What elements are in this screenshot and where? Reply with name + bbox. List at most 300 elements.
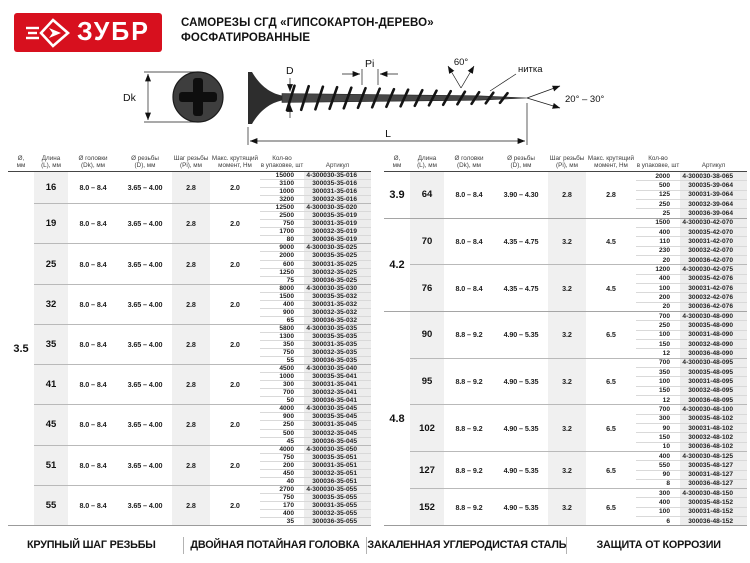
torque-cell: 6.5	[606, 330, 616, 340]
quantity-cell: 300	[282, 381, 294, 389]
quantity-cell: 600	[282, 260, 294, 268]
column-header: Кол-во в упаковке, шт	[636, 155, 680, 169]
article-cell: 300035-42-070	[680, 228, 747, 236]
package-row	[636, 497, 747, 506]
article-cell: 300032-42-076	[680, 293, 747, 301]
article-cell: 300035-48-127	[680, 461, 747, 469]
article-cell: 300036-35-051	[304, 478, 371, 485]
package-row	[636, 246, 747, 255]
size-row	[410, 358, 747, 405]
quantity-cell: 400	[658, 275, 670, 283]
article-cell: 300035-48-090	[680, 321, 747, 329]
diameter-cell: 3.9	[389, 188, 405, 201]
package-row	[636, 236, 747, 245]
package-row	[260, 227, 371, 235]
article-cell: 300031-48-102	[680, 424, 747, 432]
pitch-cell: 2.8	[172, 486, 210, 525]
package-row	[260, 268, 371, 276]
article-cell: 300036-39-064	[680, 209, 747, 217]
quantity-cell: 550	[658, 461, 670, 469]
article-cell: 300032-35-055	[304, 510, 371, 517]
pitch-cell: 3.2	[548, 489, 586, 525]
package-row	[260, 244, 371, 251]
package-row	[636, 414, 747, 423]
package-row	[260, 195, 371, 203]
package-row	[636, 460, 747, 469]
article-cell: 300031-35-045	[304, 421, 371, 428]
quantity-cell: 100	[658, 284, 670, 292]
article-cell: 300031-35-041	[304, 381, 371, 388]
article-cell: 300032-35-051	[304, 470, 371, 477]
quantity-cell: 200	[658, 293, 670, 301]
article-cell: 4-300030-35-040	[304, 365, 371, 372]
size-row	[34, 243, 371, 283]
head-diameter-cell: 8.0 – 8.4	[79, 219, 107, 229]
article-cell: 4-300030-42-075	[680, 265, 747, 273]
package-row	[260, 204, 371, 211]
article-cell: 300036-42-076	[680, 303, 747, 311]
quantity-cell: 8	[666, 480, 670, 488]
package-row	[636, 339, 747, 348]
package-row	[636, 470, 747, 479]
diameter-group	[384, 172, 747, 218]
quantity-cell: 700	[282, 389, 294, 397]
package-row	[636, 432, 747, 441]
quantity-cell: 200	[282, 461, 294, 469]
article-cell: 300035-35-032	[304, 293, 371, 300]
quantity-cell: 2000	[655, 172, 670, 180]
package-row	[260, 469, 371, 477]
package-row	[260, 332, 371, 340]
torque-cell: 2.8	[606, 190, 616, 200]
article-cell: 300032-42-070	[680, 247, 747, 255]
size-row	[34, 485, 371, 525]
head-diameter-cell: 8.8 – 9.2	[455, 465, 483, 475]
head-diameter-cell: 8.0 – 8.4	[79, 299, 107, 309]
thread-diameter-cell: 3.65 – 4.00	[127, 183, 163, 193]
article-cell: 4-300030-38-065	[680, 172, 747, 180]
package-row	[636, 489, 747, 497]
package-row	[260, 251, 371, 259]
quantity-cell: 12500	[275, 204, 294, 212]
feature-strip	[0, 533, 750, 557]
article-cell: 4-300030-35-035	[304, 325, 371, 332]
feature-countersunk-head: ДВОЙНАЯ ПОТАЙНАЯ ГОЛОВКА	[190, 539, 360, 551]
quantity-cell: 2000	[279, 252, 294, 260]
pitch-cell: 3.2	[548, 219, 586, 265]
quantity-cell: 1000	[279, 373, 294, 381]
head-diameter-cell: 8.0 – 8.4	[455, 236, 483, 246]
article-cell: 300035-35-055	[304, 494, 371, 501]
quantity-cell: 25	[662, 209, 670, 217]
column-header: Ø головки (Dk), мм	[78, 155, 108, 169]
product-title-line1: САМОРЕЗЫ СГД «ГИПСОКАРТОН-ДЕРЕВО»	[181, 17, 434, 29]
article-cell: 300031-48-152	[680, 508, 747, 516]
package-row	[260, 477, 371, 485]
package-row	[636, 208, 747, 217]
pitch-cell: 2.8	[172, 285, 210, 324]
thread-diameter-cell: 4.90 – 5.35	[503, 330, 539, 340]
package-row	[260, 211, 371, 219]
length-cell: 55	[34, 486, 68, 525]
quantity-cell: 3100	[279, 180, 294, 188]
quantity-cell: 700	[658, 312, 670, 320]
article-cell: 300031-35-035	[304, 341, 371, 348]
feature-coarse-thread: КРУПНЫЙ ШАГ РЕЗЬБЫ	[26, 539, 156, 551]
article-cell: 4-300030-48-100	[680, 405, 747, 413]
thread-diameter-cell: 4.90 – 5.35	[503, 376, 539, 386]
package-row	[260, 308, 371, 316]
package-row	[260, 325, 371, 332]
thread-diameter-cell: 3.65 – 4.00	[127, 500, 163, 510]
dim-label-l: L	[385, 128, 391, 140]
package-row	[636, 479, 747, 488]
torque-cell: 2.0	[230, 259, 240, 269]
package-row	[636, 219, 747, 227]
quantity-cell: 400	[282, 300, 294, 308]
page-title	[181, 16, 434, 46]
article-cell: 300035-35-045	[304, 413, 371, 420]
quantity-cell: 150	[658, 387, 670, 395]
package-row	[260, 486, 371, 493]
quantity-cell: 75	[286, 276, 294, 284]
article-cell: 300035-48-095	[680, 368, 747, 376]
thread-diameter-cell: 4.35 – 4.75	[503, 283, 539, 293]
article-cell: 300032-35-025	[304, 269, 371, 276]
quantity-cell: 100	[658, 377, 670, 385]
quantity-cell: 150	[658, 433, 670, 441]
quantity-cell: 5800	[279, 324, 294, 332]
package-row	[260, 405, 371, 412]
package-row	[260, 388, 371, 396]
torque-cell: 6.5	[606, 502, 616, 512]
quantity-cell: 350	[658, 368, 670, 376]
article-cell: 300032-35-045	[304, 430, 371, 437]
package-row	[260, 316, 371, 324]
article-cell: 4-300030-48-095	[680, 359, 747, 367]
quantity-cell: 700	[658, 405, 670, 413]
torque-cell: 2.0	[230, 420, 240, 430]
article-cell: 300032-48-102	[680, 433, 747, 441]
table-body	[8, 172, 371, 526]
quantity-cell: 55	[286, 357, 294, 365]
head-diameter-cell: 8.8 – 9.2	[455, 330, 483, 340]
head-diameter-cell: 8.0 – 8.4	[79, 380, 107, 390]
dim-label-tip-angle: 20° – 30°	[565, 94, 605, 105]
quantity-cell: 1500	[279, 292, 294, 300]
quantity-cell: 2700	[279, 485, 294, 493]
head-diameter-cell: 8.0 – 8.4	[79, 460, 107, 470]
article-cell: 300032-35-041	[304, 389, 371, 396]
article-cell: 4-300030-35-055	[304, 486, 371, 493]
article-cell: 4-300030-48-090	[680, 312, 747, 320]
pitch-cell: 2.8	[172, 365, 210, 404]
column-header: Шаг резьбы (Pi), мм	[549, 155, 585, 169]
length-cell: 64	[410, 172, 444, 218]
package-row	[636, 320, 747, 329]
article-cell: 4-300030-48-150	[680, 489, 747, 497]
quantity-cell: 230	[658, 247, 670, 255]
article-cell: 300032-48-095	[680, 387, 747, 395]
quantity-cell: 4000	[279, 405, 294, 413]
quantity-cell: 750	[282, 453, 294, 461]
article-cell: 300035-39-064	[680, 181, 747, 189]
article-cell: 300031-42-076	[680, 284, 747, 292]
quantity-cell: 500	[658, 181, 670, 189]
package-row	[636, 302, 747, 311]
quantity-cell: 250	[658, 321, 670, 329]
article-cell: 300032-35-019	[304, 228, 371, 235]
package-row	[260, 172, 371, 179]
article-cell: 300036-35-045	[304, 438, 371, 445]
size-row	[410, 172, 747, 218]
article-cell: 300031-35-032	[304, 301, 371, 308]
diameter-group	[384, 311, 747, 526]
package-row	[260, 501, 371, 509]
quantity-cell: 2500	[279, 212, 294, 220]
package-row	[260, 396, 371, 404]
article-cell: 300036-35-025	[304, 277, 371, 284]
package-row	[260, 437, 371, 445]
article-cell: 300032-35-032	[304, 309, 371, 316]
quantity-cell: 45	[286, 437, 294, 445]
head-diameter-cell: 8.0 – 8.4	[79, 340, 107, 349]
article-cell: 300032-48-090	[680, 340, 747, 348]
screw-head-top-view	[173, 72, 223, 122]
size-row	[410, 488, 747, 525]
pitch-cell: 2.8	[172, 244, 210, 283]
package-row	[260, 276, 371, 284]
column-header: Ø, мм	[16, 155, 26, 169]
package-row	[260, 179, 371, 187]
article-cell: 300035-48-152	[680, 498, 747, 506]
package-row	[636, 255, 747, 264]
size-row	[34, 324, 371, 364]
length-cell: 51	[34, 446, 68, 485]
dim-label-pi: Pi	[365, 58, 375, 70]
article-cell: 300036-35-041	[304, 397, 371, 404]
package-row	[260, 340, 371, 348]
article-cell: 300032-39-064	[680, 200, 747, 208]
torque-cell: 6.5	[606, 376, 616, 386]
quantity-cell: 4000	[279, 445, 294, 453]
thread-diameter-cell: 4.35 – 4.75	[503, 236, 539, 246]
quantity-cell: 700	[658, 359, 670, 367]
thread-diameter-cell: 3.65 – 4.00	[127, 460, 163, 470]
package-row	[636, 190, 747, 199]
quantity-cell: 3200	[279, 196, 294, 204]
article-cell: 300031-42-070	[680, 237, 747, 245]
spec-table-right	[384, 150, 747, 526]
package-row	[636, 312, 747, 320]
length-cell: 45	[34, 405, 68, 444]
table-body	[384, 172, 747, 526]
package-row	[260, 260, 371, 268]
torque-cell: 4.5	[606, 283, 616, 293]
quantity-cell: 20	[662, 303, 670, 311]
length-cell: 76	[410, 265, 444, 311]
article-cell: 300035-35-025	[304, 252, 371, 259]
dim-label-60deg: 60°	[453, 57, 469, 68]
quantity-cell: 100	[658, 508, 670, 516]
article-cell: 300031-48-090	[680, 331, 747, 339]
package-row	[636, 330, 747, 339]
article-cell: 300036-35-032	[304, 317, 371, 324]
head-diameter-cell: 8.0 – 8.4	[455, 283, 483, 293]
column-header: Макс. крутящий момент, Нм	[211, 155, 259, 169]
pitch-cell: 2.8	[172, 405, 210, 444]
thread-diameter-cell: 4.90 – 5.35	[503, 423, 539, 433]
torque-cell: 2.0	[230, 380, 240, 390]
package-row	[260, 356, 371, 364]
length-cell: 41	[34, 365, 68, 404]
table-header	[384, 150, 747, 172]
article-cell: 300036-48-090	[680, 349, 747, 357]
package-row	[636, 172, 747, 180]
column-header: Длина (L), мм	[417, 155, 437, 169]
article-cell: 300032-35-035	[304, 349, 371, 356]
quantity-cell: 125	[658, 191, 670, 199]
column-header: Кол-во в упаковке, шт	[260, 155, 304, 169]
thread-diameter-cell: 3.90 – 4.30	[503, 190, 539, 200]
package-row	[260, 461, 371, 469]
size-row	[34, 284, 371, 324]
package-row	[260, 300, 371, 308]
diameter-cell: 4.2	[389, 258, 405, 271]
thread-diameter-cell: 3.65 – 4.00	[127, 340, 163, 349]
article-cell: 300031-35-016	[304, 188, 371, 195]
quantity-cell: 80	[286, 236, 294, 244]
thread-diameter-cell: 3.65 – 4.00	[127, 299, 163, 309]
zubr-arrow-icon	[23, 16, 71, 50]
thread-diameter-cell: 3.65 – 4.00	[127, 420, 163, 430]
head-diameter-cell: 8.0 – 8.4	[79, 183, 107, 193]
head-diameter-cell: 8.0 – 8.4	[79, 420, 107, 430]
size-row	[34, 203, 371, 243]
table-header	[8, 150, 371, 172]
article-cell: 4-300030-35-050	[304, 446, 371, 453]
article-cell: 300035-42-076	[680, 275, 747, 283]
package-row	[260, 420, 371, 428]
size-row	[410, 219, 747, 265]
quantity-cell: 65	[286, 316, 294, 324]
column-header: Макс. крутящий момент, Нм	[587, 155, 635, 169]
article-cell: 300035-35-019	[304, 212, 371, 219]
diameter-group	[384, 218, 747, 311]
article-cell: 4-300030-35-016	[304, 172, 371, 179]
size-row	[410, 451, 747, 488]
pitch-cell: 2.8	[172, 325, 210, 364]
quantity-cell: 35	[286, 518, 294, 526]
package-row	[636, 359, 747, 367]
article-cell: 300036-48-152	[680, 517, 747, 525]
package-row	[260, 453, 371, 461]
quantity-cell: 12	[662, 349, 670, 357]
head-diameter-cell: 8.0 – 8.4	[79, 259, 107, 269]
quantity-cell: 1250	[279, 268, 294, 276]
quantity-cell: 900	[282, 308, 294, 316]
quantity-cell: 400	[658, 499, 670, 507]
article-cell: 300036-48-102	[680, 443, 747, 451]
logo-text: ЗУБР	[77, 17, 150, 47]
length-cell: 95	[410, 359, 444, 405]
pitch-cell: 2.8	[172, 204, 210, 243]
pitch-cell: 2.8	[172, 446, 210, 485]
column-header: Длина (L), мм	[41, 155, 61, 169]
torque-cell: 4.5	[606, 236, 616, 246]
dim-label-dk: Dk	[123, 92, 136, 104]
dim-label-d: D	[286, 65, 294, 77]
quantity-cell: 300	[658, 489, 670, 497]
length-cell: 25	[34, 244, 68, 283]
package-row	[636, 405, 747, 413]
feature-hardened-steel: ЗАКАЛЕННАЯ УГЛЕРОДИСТАЯ СТАЛЬ	[367, 539, 567, 551]
feature-corrosion-protection: ЗАЩИТА ОТ КОРРОЗИИ	[596, 539, 721, 551]
quantity-cell: 90	[662, 424, 670, 432]
quantity-cell: 400	[658, 228, 670, 236]
length-cell: 90	[410, 312, 444, 358]
quantity-cell: 750	[282, 349, 294, 357]
article-cell: 300035-35-051	[304, 454, 371, 461]
article-cell: 300036-35-055	[304, 518, 371, 525]
torque-cell: 2.0	[230, 299, 240, 309]
quantity-cell: 170	[282, 501, 294, 509]
quantity-cell: 4500	[279, 365, 294, 373]
torque-cell: 6.5	[606, 423, 616, 433]
diameter-cell: 3.5	[13, 342, 29, 355]
head-diameter-cell: 8.8 – 9.2	[455, 502, 483, 512]
article-cell: 300031-35-025	[304, 261, 371, 268]
package-row	[636, 442, 747, 451]
package-row	[260, 493, 371, 501]
length-cell: 32	[34, 285, 68, 324]
screw-diagram	[118, 55, 628, 150]
head-diameter-cell: 8.8 – 9.2	[455, 423, 483, 433]
size-row	[34, 445, 371, 485]
head-diameter-cell: 8.0 – 8.4	[455, 190, 483, 200]
column-header: Шаг резьбы (Pi), мм	[173, 155, 209, 169]
package-row	[636, 507, 747, 516]
label-thread: нитка	[518, 64, 543, 75]
package-row	[636, 283, 747, 292]
article-cell: 300031-39-064	[680, 191, 747, 199]
package-row	[260, 446, 371, 453]
pitch-cell: 3.2	[548, 359, 586, 405]
package-row	[636, 274, 747, 283]
article-cell: 300031-35-019	[304, 220, 371, 227]
quantity-cell: 9000	[279, 244, 294, 252]
package-row	[260, 412, 371, 420]
pitch-cell: 3.2	[548, 452, 586, 488]
package-row	[636, 348, 747, 357]
package-row	[260, 429, 371, 437]
quantity-cell: 350	[282, 341, 294, 348]
size-row	[34, 172, 371, 203]
quantity-cell: 1500	[655, 219, 670, 227]
package-row	[636, 395, 747, 404]
length-cell: 35	[34, 325, 68, 364]
quantity-cell: 250	[658, 200, 670, 208]
size-row	[34, 364, 371, 404]
package-row	[260, 372, 371, 380]
spec-table-left	[8, 150, 371, 526]
quantity-cell: 8000	[279, 284, 294, 292]
quantity-cell: 150	[658, 340, 670, 348]
article-cell: 4-300030-35-030	[304, 285, 371, 292]
article-cell: 300036-48-127	[680, 480, 747, 488]
thread-diameter-cell: 4.90 – 5.35	[503, 465, 539, 475]
article-cell: 300036-35-019	[304, 236, 371, 243]
